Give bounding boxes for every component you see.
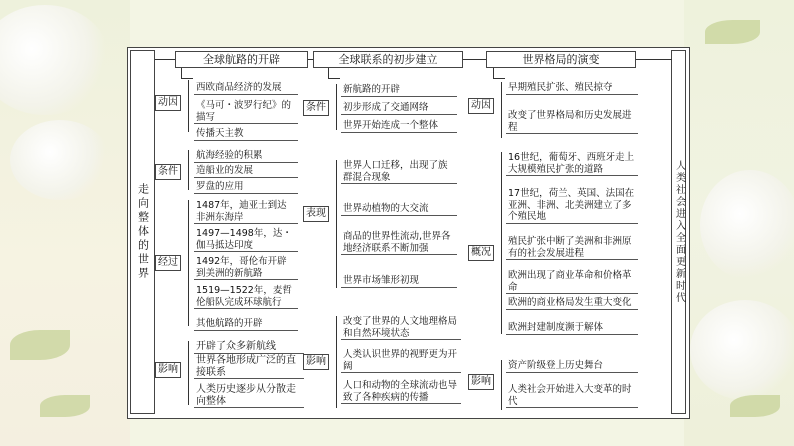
lily-flower-decoration [700,170,794,280]
col1-tiaojian-item: 罗盘的应用 [194,181,298,194]
col1-jingguo-item: 1497—1498年，达・伽马抵达印度 [194,228,298,252]
label-col1-jingguo: 经过 [155,255,181,271]
label-col2-tiaojian: 条件 [303,100,329,116]
col1-jingguo-item: 1487年，迪亚士到达非洲东海岸 [194,200,298,224]
connector [493,68,494,78]
right-title-box: 人类社会进入全面更新时代 [671,50,686,414]
header-col1: 全球航路的开辟 [175,51,308,68]
col1-dongyin-item: 《马可・波罗行纪》的描写 [194,100,298,124]
col1-jingguo-item: 其他航路的开辟 [194,318,298,331]
col1-jingguo-item: 1519—1522年，麦哲伦船队完成环球航行 [194,285,298,309]
connector [328,78,340,79]
lily-flower-decoration [10,120,110,200]
col3-gaikuang-item: 欧洲出现了商业革命和价格革命 [506,270,638,294]
connector [336,160,337,288]
col2-tiaojian-item: 世界开始连成一个整体 [341,120,457,133]
col2-yingxiang-item: 改变了世界的人文地理格局和自然环境状态 [341,316,461,340]
connector [188,150,189,190]
leaf-decoration [10,330,70,360]
col1-yingxiang-item: 世界各地形成广泛的直接联系 [194,355,304,379]
lily-flower-decoration [690,300,794,400]
col3-gaikuang-item: 殖民扩张中断了美洲和非洲原有的社会发展进程 [506,236,638,260]
col2-tiaojian-item: 新航路的开辟 [341,84,457,97]
left-title-box: 走向整体的世界 [130,50,155,414]
header-col3: 世界格局的演变 [486,51,636,68]
col3-gaikuang-item: 16世纪，葡萄牙、西班牙走上大规模殖民扩张的道路 [506,152,638,176]
connector [188,341,189,405]
connector [336,316,337,408]
connector [501,152,502,334]
col2-tiaojian-item: 初步形成了交通网络 [341,102,457,115]
col1-dongyin-item: 传播天主教 [194,128,298,141]
connector [501,82,502,138]
label-col1-yingxiang: 影响 [155,362,181,378]
connector [181,78,193,79]
col1-dongyin-item: 西欧商品经济的发展 [194,82,298,95]
connector [181,68,182,78]
col3-dongyin-item: 早期殖民扩张、殖民掠夺 [506,82,638,95]
connector [188,80,189,132]
connector [336,84,337,130]
col1-jingguo-item: 1492年，哥伦布开辟到美洲的新航路 [194,256,298,280]
col3-yingxiang-item: 人类社会开始进入大变革的时代 [506,384,638,408]
label-col2-biaoxian: 表现 [303,206,329,222]
label-col3-dongyin: 动因 [468,98,494,114]
leaf-decoration [705,20,760,44]
label-col3-gaikuang: 概况 [468,245,494,261]
connector [501,360,502,410]
label-col1-dongyin: 动因 [155,95,181,111]
col2-biaoxian-item: 世界动植物的大交流 [341,203,457,216]
col2-yingxiang-item: 人口和动物的全球流动也导致了各种疾病的传播 [341,380,461,404]
connector [493,78,505,79]
col3-dongyin-item: 改变了世界格局和历史发展进程 [506,110,638,134]
label-col2-yingxiang: 影响 [303,354,329,370]
label-col1-tiaojian: 条件 [155,164,181,180]
col1-tiaojian-item: 造船业的发展 [194,165,298,178]
col3-gaikuang-item: 欧洲的商业格局发生重大变化 [506,297,638,310]
label-col3-yingxiang: 影响 [468,374,494,390]
concept-map-panel [127,47,690,419]
col2-biaoxian-item: 商品的世界性流动,世界各地经济联系不断加强 [341,231,457,255]
leaf-decoration [730,395,780,417]
col1-yingxiang-item: 人类历史逐步从分散走向整体 [194,384,304,408]
col1-yingxiang-item: 开辟了众多新航线 [194,341,304,354]
col3-gaikuang-item: 17世纪，荷兰、英国、法国在亚洲、非洲、北美洲建立了多个殖民地 [506,188,638,224]
col3-yingxiang-item: 资产阶级登上历史舞台 [506,360,638,373]
col1-tiaojian-item: 航海经验的积累 [194,150,298,163]
col2-biaoxian-item: 世界市场雏形初现 [341,275,457,288]
connector [188,200,189,326]
connector [328,68,329,78]
col2-biaoxian-item: 世界人口迁移，出现了族群混合现象 [341,160,457,184]
leaf-decoration [40,395,90,417]
header-col2: 全球联系的初步建立 [313,51,463,68]
col3-gaikuang-item: 欧洲封建制度濒于解体 [506,322,638,335]
col2-yingxiang-item: 人类认识世界的视野更为开阔 [341,349,461,373]
